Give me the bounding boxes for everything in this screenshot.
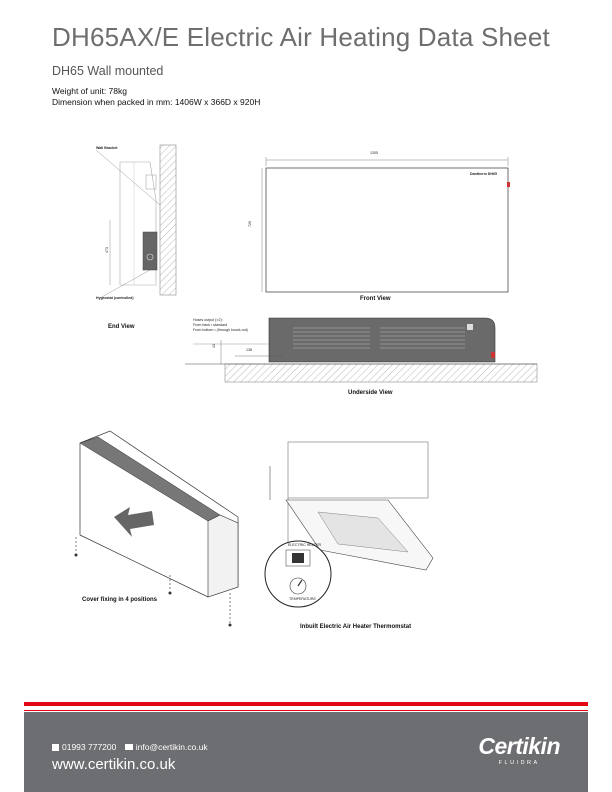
end-view-height-dim: 473 xyxy=(105,247,109,253)
brand-logo xyxy=(478,734,560,766)
thermostat-drawing xyxy=(258,440,438,620)
front-model-tag: Dantherm DH65 xyxy=(470,172,497,176)
brand-name: Certikin xyxy=(478,733,560,759)
weight-spec: Weight of unit: 78kg xyxy=(52,86,127,96)
front-width-dim: 1305 xyxy=(370,151,378,155)
underside-dim-a: 43 xyxy=(212,344,216,348)
phone-icon xyxy=(52,744,59,751)
hoses-note xyxy=(193,318,248,332)
dimension-spec: Dimension when packed in mm: 1406W x 366D x 920H xyxy=(52,97,261,107)
cover-drawing xyxy=(70,425,250,625)
footer-website[interactable]: www.certikin.co.uk xyxy=(52,756,176,773)
thermostat-label: Inbuilt Electric Air Heater Thermomstat xyxy=(300,624,412,630)
end-view-label: End View xyxy=(108,324,135,330)
page-subtitle: DH65 Wall mounted xyxy=(52,64,164,78)
temperature-label: TEMPERATURE xyxy=(289,597,316,601)
underside-view-label: Underside View xyxy=(348,390,393,396)
front-view-label: Front View xyxy=(360,296,391,302)
end-view-drawing xyxy=(90,140,190,310)
wall-bracket-label: Wall Bracket xyxy=(96,146,118,150)
footer xyxy=(24,712,588,792)
mail-icon xyxy=(125,744,133,750)
switch-label: ELECTRIC HEATER xyxy=(288,543,322,547)
front-height-dim: 720 xyxy=(248,221,252,227)
hygrostat-label: Hygrostat (controlled) xyxy=(96,296,134,300)
footer-red-line xyxy=(24,710,588,711)
footer-contact xyxy=(52,742,208,752)
footer-email[interactable]: info@certikin.co.uk xyxy=(135,742,208,752)
underside-dim-b: 138 xyxy=(246,348,252,352)
hoses-note-line-2: From back • standard xyxy=(193,322,228,327)
footer-phone[interactable]: 01993 777200 xyxy=(62,742,117,752)
hoses-note-line-1: Hoses output (×2): xyxy=(193,318,223,322)
hoses-note-line-3: From bottom • (through knock-out) xyxy=(193,327,248,332)
brand-subtitle: FLUIDRA xyxy=(498,760,540,766)
page-title: DH65AX/E Electric Air Heating Data Sheet xyxy=(52,22,550,52)
footer-red-band xyxy=(24,702,588,706)
cover-fixing-label: Cover fixing in 4 positions xyxy=(82,597,158,603)
